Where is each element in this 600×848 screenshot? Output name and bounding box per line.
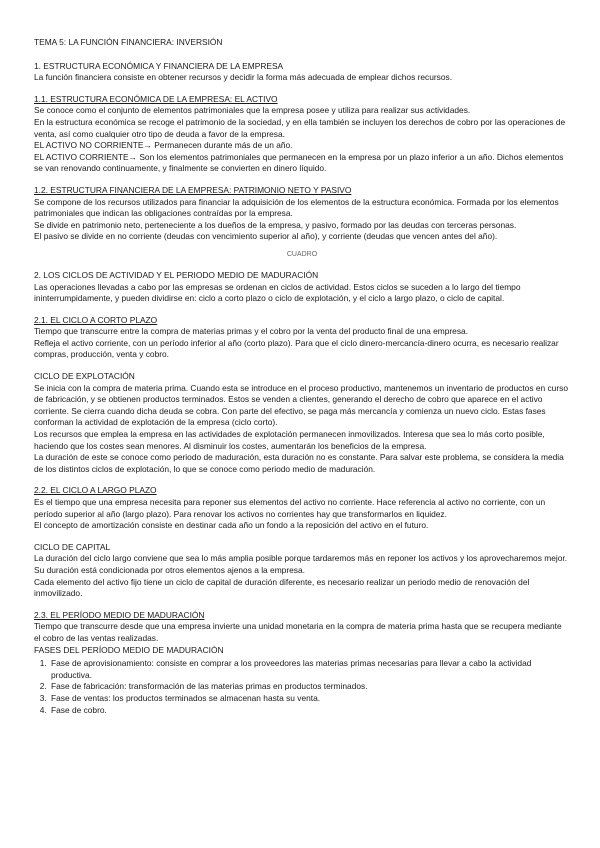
document-title: TEMA 5: LA FUNCIÓN FINANCIERA: INVERSIÓN <box>34 37 223 47</box>
ciclo-explotacion <box>34 371 570 475</box>
section-heading: 2. LOS CICLOS DE ACTIVIDAD Y EL PERIODO MEDIO DE MADURACIÓN <box>34 269 319 280</box>
paragraph: Se inicia con la compra de materia prima. Cuando esta se introduce en el proceso productivo, mantenemos un inventario de productos en curso de fabricación, y se obtienen productos terminados. Estos se venden a clientes, generando el derecho de cobro que aparece en el activo corriente. Se cierra cuando dicha deuda se cobra. Con parte del efectivo, se paga más mercancía y comienza un nuevo ciclo. Estas fases conforman la actividad de explotación de la empresa (ciclo corto). <box>34 382 568 428</box>
ciclo-capital <box>34 542 570 600</box>
paragraph: Es el tiempo que una empresa necesita para reponer sus elementos del activo no corriente. Hace referencia al activo no corriente, con un período superior al año (largo plazo). Para renovar los activos no corrientes hay que transformarlos en liquidez. <box>34 497 546 519</box>
list-item: 4. Fase de cobro. <box>49 705 570 717</box>
section-heading: 2.3. EL PERÍODO MEDIO DE MADURACIÓN <box>34 609 205 620</box>
paragraph: Los recursos que emplea la empresa en las actividades de explotación permanecen inmovilizados. Interesa que sea lo más corto posible, haciendo que los costes sean menores. Al disminuir los costes, aumentarán los beneficios de la empresa. <box>34 429 545 451</box>
paragraph: Tiempo que transcurre desde que una empresa invierte una unidad monetaria en la compra de materia prima hasta que se recupera mediante el cobro de las ventas realizadas. <box>34 621 562 643</box>
section-1-2 <box>34 185 570 260</box>
section-1-1 <box>34 94 570 175</box>
paragraph: La duración del ciclo largo conviene que sea lo más amplia posible porque tardaremos más en reponer los activos y los aprovecharemos mejor. Su duración está condicionada por otros elementos ajenos a la empresa. <box>34 553 568 575</box>
section-2-3 <box>34 610 570 716</box>
section-heading: 1. ESTRUCTURA ECONÓMICA Y FINANCIERA DE LA EMPRESA <box>34 60 284 71</box>
paragraph: El concepto de amortización consiste en destinar cada año un fondo a la reposición del activo en el futuro. <box>34 520 429 531</box>
section-1 <box>34 61 570 84</box>
section-heading: 2.1. EL CICLO A CORTO PLAZO <box>34 314 158 325</box>
section-2-2 <box>34 485 570 531</box>
paragraph: La función financiera consiste en obtener recursos y decidir la forma más adecuada de emplear dichos recursos. <box>34 72 453 83</box>
paragraph: En la estructura económica se recoge el patrimonio de la sociedad, y en ella también se incluyen los derechos de cobro por las operaciones de venta, así como cualquier otro tipo de deuda a favor de la empresa. <box>34 116 566 139</box>
paragraph: EL ACTIVO NO CORRIENTE→ Permanecen durante más de un año. <box>34 140 293 151</box>
phases-list <box>34 658 570 716</box>
paragraph: Se conoce como el conjunto de elementos patrimoniales que la empresa posee y utiliza para realizar sus actividades. <box>34 105 471 116</box>
paragraph: Se divide en patrimonio neto, perteneciente a los dueños de la empresa, y pasivo, formado por las deudas con terceras personas. <box>34 219 517 230</box>
figure-caption: CUADRO <box>286 250 318 258</box>
paragraph: La duración de este se conoce como periodo de maduración, esta duración no es constante. Para salvar este problema, se considera la media de los distintos ciclos de explotación, lo que se conoce como periodo medio de maduración. <box>34 452 564 474</box>
list-item: 3. Fase de ventas: los productos terminados se almacenan hasta su venta. <box>49 693 570 705</box>
section-heading: 2.2. EL CICLO A LARGO PLAZO <box>34 485 157 496</box>
section-heading: 1.1. ESTRUCTURA ECONÓMICA DE LA EMPRESA: EL ACTIVO <box>34 93 278 104</box>
paragraph: Las operaciones llevadas a cabo por las empresas se ordenan en ciclos de actividad. Estos ciclos se suceden a lo largo del tiempo ininterrumpidamente, y pueden dividirse en: ciclo a corto plazo o ciclo de explotación, y el ciclo a largo plazo, o ciclo de capital. <box>34 281 521 304</box>
paragraph: Cada elemento del activo fijo tiene un ciclo de capital de duración diferente, es necesario realizar un periodo medio de renovación del inmovilizado. <box>34 576 530 599</box>
paragraph: EL ACTIVO CORRIENTE→ Son los elementos patrimoniales que permanecen en la empresa por un plazo inferior a un año. Dichos elementos se van renovando continuamente, y finalmente se convierten en dinero líquido. <box>34 151 564 174</box>
subsection-heading: CICLO DE EXPLOTACIÓN <box>34 371 135 382</box>
list-item: 1. Fase de aprovisionamiento: consiste en comprar a los proveedores las materias primas necesarias para llevar a cabo la actividad productiva. <box>49 658 570 681</box>
paragraph: Refleja el activo corriente, con un período inferior al año (corto plazo). Para que el ciclo dinero-mercancía-dinero ocurra, es necesario realizar compras, producción, venta y cobro. <box>34 337 559 360</box>
phases-heading: FASES DEL PERÍODO MEDIO DE MADURACIÓN <box>34 644 224 655</box>
section-2-1 <box>34 315 570 361</box>
paragraph: Tiempo que transcurre entre la compra de materias primas y el cobro por la venta del producto final de una empresa. <box>34 326 469 337</box>
section-heading: 1.2. ESTRUCTURA FINANCIERA DE LA EMPRESA: PATRIMONIO NETO Y PASIVO <box>34 184 352 195</box>
section-2 <box>34 270 570 305</box>
subsection-heading: CICLO DE CAPITAL <box>34 541 111 552</box>
paragraph: El pasivo se divide en no corriente (deudas con vencimiento superior al año), y corriente (deudas que vencen antes del año). <box>34 231 498 242</box>
paragraph: Se compone de los recursos utilizados para financiar la adquisición de los elementos de la estructura económica. Formada por los elementos patrimoniales que indican las obligaciones contraídas por la empresa. <box>34 196 559 219</box>
list-item: 2. Fase de fabricación: transformación de las materias primas en productos terminados. <box>49 681 570 693</box>
